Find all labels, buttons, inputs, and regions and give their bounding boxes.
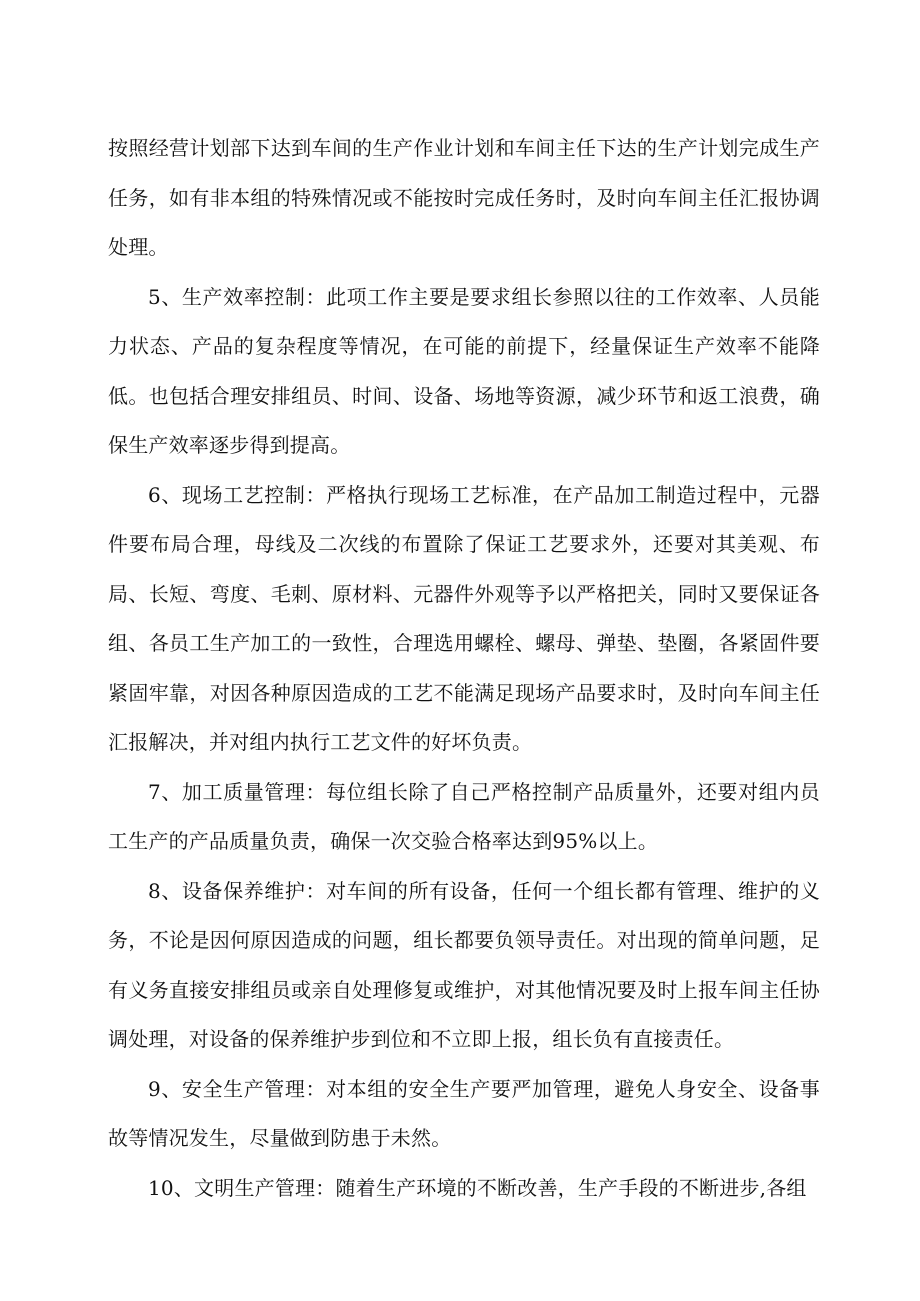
paragraph-continuation: 按照经营计划部下达到车间的生产作业计划和车间主任下达的生产计划完成生产任务，如有非本组的特殊情况或不能按时完成任务时，及时向车间主任汇报协调处理。 — [108, 136, 820, 259]
paragraph-item-10: 10、文明生产管理：随着生产环境的不断改善，生产手段的不断进步,各组 — [148, 1175, 807, 1200]
document-body — [108, 124, 820, 1213]
paragraph-item-7: 7、加工质量管理：每位组长除了自己严格控制产品质量外，还要对组内员工生产的产品质量负责，确保一次交验合格率达到95%以上。 — [108, 779, 820, 853]
paragraph-item-9: 9、安全生产管理：对本组的安全生产要严加管理，避免人身安全、设备事故等情况发生，尽量做到防患于未然。 — [108, 1076, 820, 1150]
paragraph-item-8: 8、设备保养维护：对车间的所有设备，任何一个组长都有管理、维护的义务，不论是因何原因造成的问题，组长都要负领导责任。对出现的简单问题，足有义务直接安排组员或亲自处理修复或维护，对其他情况要及时上报车间主任协调处理，对设备的保养维护步到位和不立即上报，组长负有直接责任。 — [108, 878, 820, 1051]
paragraph-item-5: 5、生产效率控制：此项工作主要是要求组长参照以往的工作效率、人员能力状态、产品的复杂程度等情况，在可能的前提下，经量保证生产效率不能降低。也包括合理安排组员、时间、设备、场地等资源，减少环节和返工浪费，确保生产效率逐步得到提高。 — [108, 284, 820, 457]
paragraph-item-6: 6、现场工艺控制：严格执行现场工艺标准，在产品加工制造过程中，元器件要布局合理，母线及二次线的布置除了保证工艺要求外，还要对其美观、布局、长短、弯度、毛刺、原材料、元器件外观等予以严格把关，同时又要保证各组、各员工生产加工的一致性，合理选用螺栓、螺母、弹垫、垫圈，各紧固件要紧固牢靠，对因各种原因造成的工艺不能满足现场产品要求时，及时向车间主任汇报解决，并对组内执行工艺文件的好坏负责。 — [108, 482, 820, 754]
